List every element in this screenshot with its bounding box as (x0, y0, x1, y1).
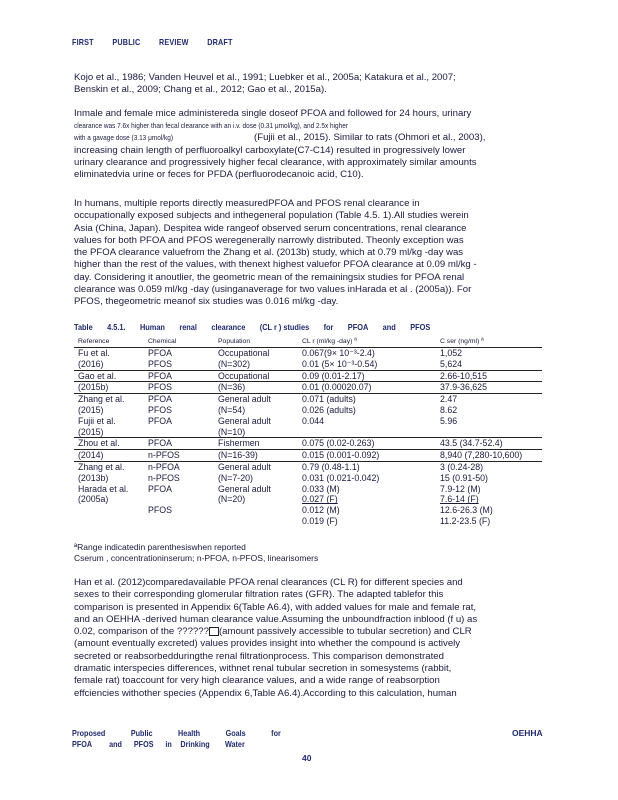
table-row: (2015b) PFOS (N=36) 0.01 (0.00020.07) 37.9-36,625 (74, 382, 542, 394)
text-line: day. Considering it anoutlier, the geometric mean of the remainingsix studies for PFOA renal (74, 271, 465, 283)
text-line: the PFOA clearance valuefrom the Zhang et al. (2013b) study, which at 0.79 ml/kg -day was (74, 247, 464, 259)
text-line: In humans, multiple reports directly measuredPFOA and PFOS renal clearance in (74, 198, 420, 209)
table-row: Zhang et al. PFOA General adult 0.071 (adults) 2.47 (74, 394, 542, 405)
table-footnote: Cserum , concentrationinserum; n-PFOA, n-PFOS, linearisomers (74, 553, 319, 563)
column-header: Reference (74, 337, 144, 348)
table-row: (2016) PFOS (N=302) 0.01 (5× 10⁻³-0.54) 5,624 (78, 358, 463, 369)
table-row: Fu et al. PFOA Occupational 0.067(9× 10⁻³-2.4) 1,052 (78, 348, 463, 358)
column-header: Chemical (144, 337, 214, 348)
table-row: 0.019 (F) 11.2-23.5 (F) (302, 515, 491, 526)
text-line: secreted or reabsorbedduringthe renal filtrationprocess. This comparison demonstrated (74, 650, 444, 662)
text-line: with a gavage dose (3.13 μmol/kg) (74, 133, 174, 143)
text-line: (Fujii et al., 2015). Similar to rats (Ohmori et al., 2003), (254, 132, 486, 144)
table-row: Harada et al. PFOA General adult 0.033 (M) 7.9-12 (M) (78, 483, 481, 494)
footer-line-1: Proposed Public Health Goals for (72, 728, 281, 738)
text-line: eliminatedvia urine or feces for PFDA (perfluorodecanoic acid, C10). (74, 169, 364, 181)
column-header: Population (214, 337, 298, 348)
table-row: Fujii et al. PFOA General adult 0.044 5.96 (78, 415, 458, 426)
table-caption: Table 4.5.1. Human renal clearance (CL r ) studies for PFOA and PFOS (74, 323, 431, 332)
table-row: Zhou et al. PFOA Fishermen 0.075 (0.02-0.263) 43.5 (34.7-52.4) (74, 438, 542, 450)
text-line: Asia (China, Japan). Despitea wide rangeof observed serum concentrations, renal clearance (74, 222, 467, 234)
paragraph-human-clearance (74, 198, 546, 309)
table-header-row (74, 337, 542, 348)
text-line: higher than the rest of the values, with thenext highest valuefor PFOA clearance at 0.09 ml/kg - (74, 259, 477, 271)
table-row: (2014) n-PFOS (N=16-39) 0.015 (0.001-0.092) 8,940 (7,280-10,600) (74, 450, 542, 462)
page-number: 40 (302, 753, 312, 763)
paragraph-citations (74, 72, 546, 97)
column-header: C ser (ng/ml) ª (436, 337, 542, 348)
text-line: urinary clearance and progressively higher fecal clearance, with approximately similar amounts (74, 156, 477, 168)
formula-box-icon (209, 627, 219, 636)
footer-line-2: PFOA and PFOS in Drinking Water (72, 739, 245, 749)
text-line: clearance was 0.059 ml/kg -day (usinganaverage for two values inHarada et al . (2005a)). For (74, 284, 472, 296)
header-word: FIRST (72, 37, 94, 47)
table-footnote: ªRange indicatedin parenthesiswhen reported (74, 542, 246, 552)
text-line: 0.02, comparison of the ?????? (74, 626, 209, 638)
paragraph-mice-clearance (74, 108, 546, 181)
text-line: values for both PFOA and PFOS weregenerally narrowly distributed. Theonly exception was (74, 234, 464, 246)
table-row: Zhang et al. n-PFOA General adult 0.79 (0.48-1.1) 3 (0.24-28) (74, 461, 542, 472)
table-row: (2015) (N=10) (78, 426, 246, 437)
text-line: occupationally exposed subjects and inthegeneral population (Table 4.5. 1).All studies werein (74, 210, 469, 222)
text-line: PFOS, thegeometric meanof six studies was 0.016 ml/kg -day. (74, 296, 339, 308)
header-word: PUBLIC (112, 37, 141, 47)
header-word: REVIEW (159, 37, 189, 47)
text-line: female rat) toaccount for very high clearance values, and a wide range of reabsorption (74, 675, 440, 687)
text-line: comparison is presented in Appendix 6(Table A6.4), with added values for male and female rat, (74, 601, 477, 613)
text-line: Inmale and female mice administereda single doseof PFOA and followed for 24 hours, urinary (74, 108, 472, 119)
text-line: clearance was 7.6x higher than fecal clearance with an i.v. dose (0.31 μmol/kg), and 2.5x higher (74, 121, 349, 131)
column-header: CL r (ml/kg -day) ª (298, 337, 436, 348)
text-line: increasing chain length of perfluoroalkyl carboxylate(C7-C14) resulted in progressively lower (74, 144, 466, 156)
footer-org: OEHHA (512, 728, 543, 738)
renal-clearance-table (74, 337, 542, 527)
text-line: Han et al. (2012)comparedavailable PFOA renal clearances (CL R) for different species and (74, 577, 463, 588)
table-row: PFOS 0.012 (M) 12.6-26.3 (M) (148, 505, 493, 516)
paragraph-species-comparison (74, 577, 546, 700)
table-row: (2005a) (N=20) 0.027 (F) 7.6-14 (F) (78, 494, 479, 505)
table-row: (2013b) n-PFOS (N=7-20) 0.031 (0.021-0.042) 15 (0.91-50) (78, 472, 488, 483)
text-line: (amount passively accessible to tubular secretion) and CLR (218, 626, 472, 638)
table-row: Gao et al. PFOA Occupational 0.09 (0.01-2.17) 2.66-10,515 (74, 370, 542, 382)
text-line: (amount eventually excreted) values provides insight into whether the compound is actively (74, 638, 461, 650)
text-line: sexes to their corresponding glomerular filtration rates (GFR). The adapted tablefor this (74, 589, 444, 601)
text-line: effciencies withother species (Appendix 6,Table A6.4).According to this calculation, human (74, 687, 457, 699)
text-line: Kojo et al., 1986; Vanden Heuvel et al., 1991; Luebker et al., 2005a; Katakura et al., 2007; (74, 72, 456, 83)
table-row: (2015) PFOS (N=54) 0.026 (adults) 8.62 (78, 404, 458, 415)
draft-header (72, 37, 251, 47)
text-line: and an OEHHA -derived human clearance value.Assuming the unboundfraction inblood (f u) as (74, 613, 478, 625)
header-word: DRAFT (207, 37, 233, 47)
text-line: Benskin et al., 2009; Chang et al., 2012; Gao et al., 2015a). (74, 84, 327, 96)
text-line: dramatic interspecies differences, withnet renal tubular secretion in somesystems (rabbit, (74, 663, 452, 675)
